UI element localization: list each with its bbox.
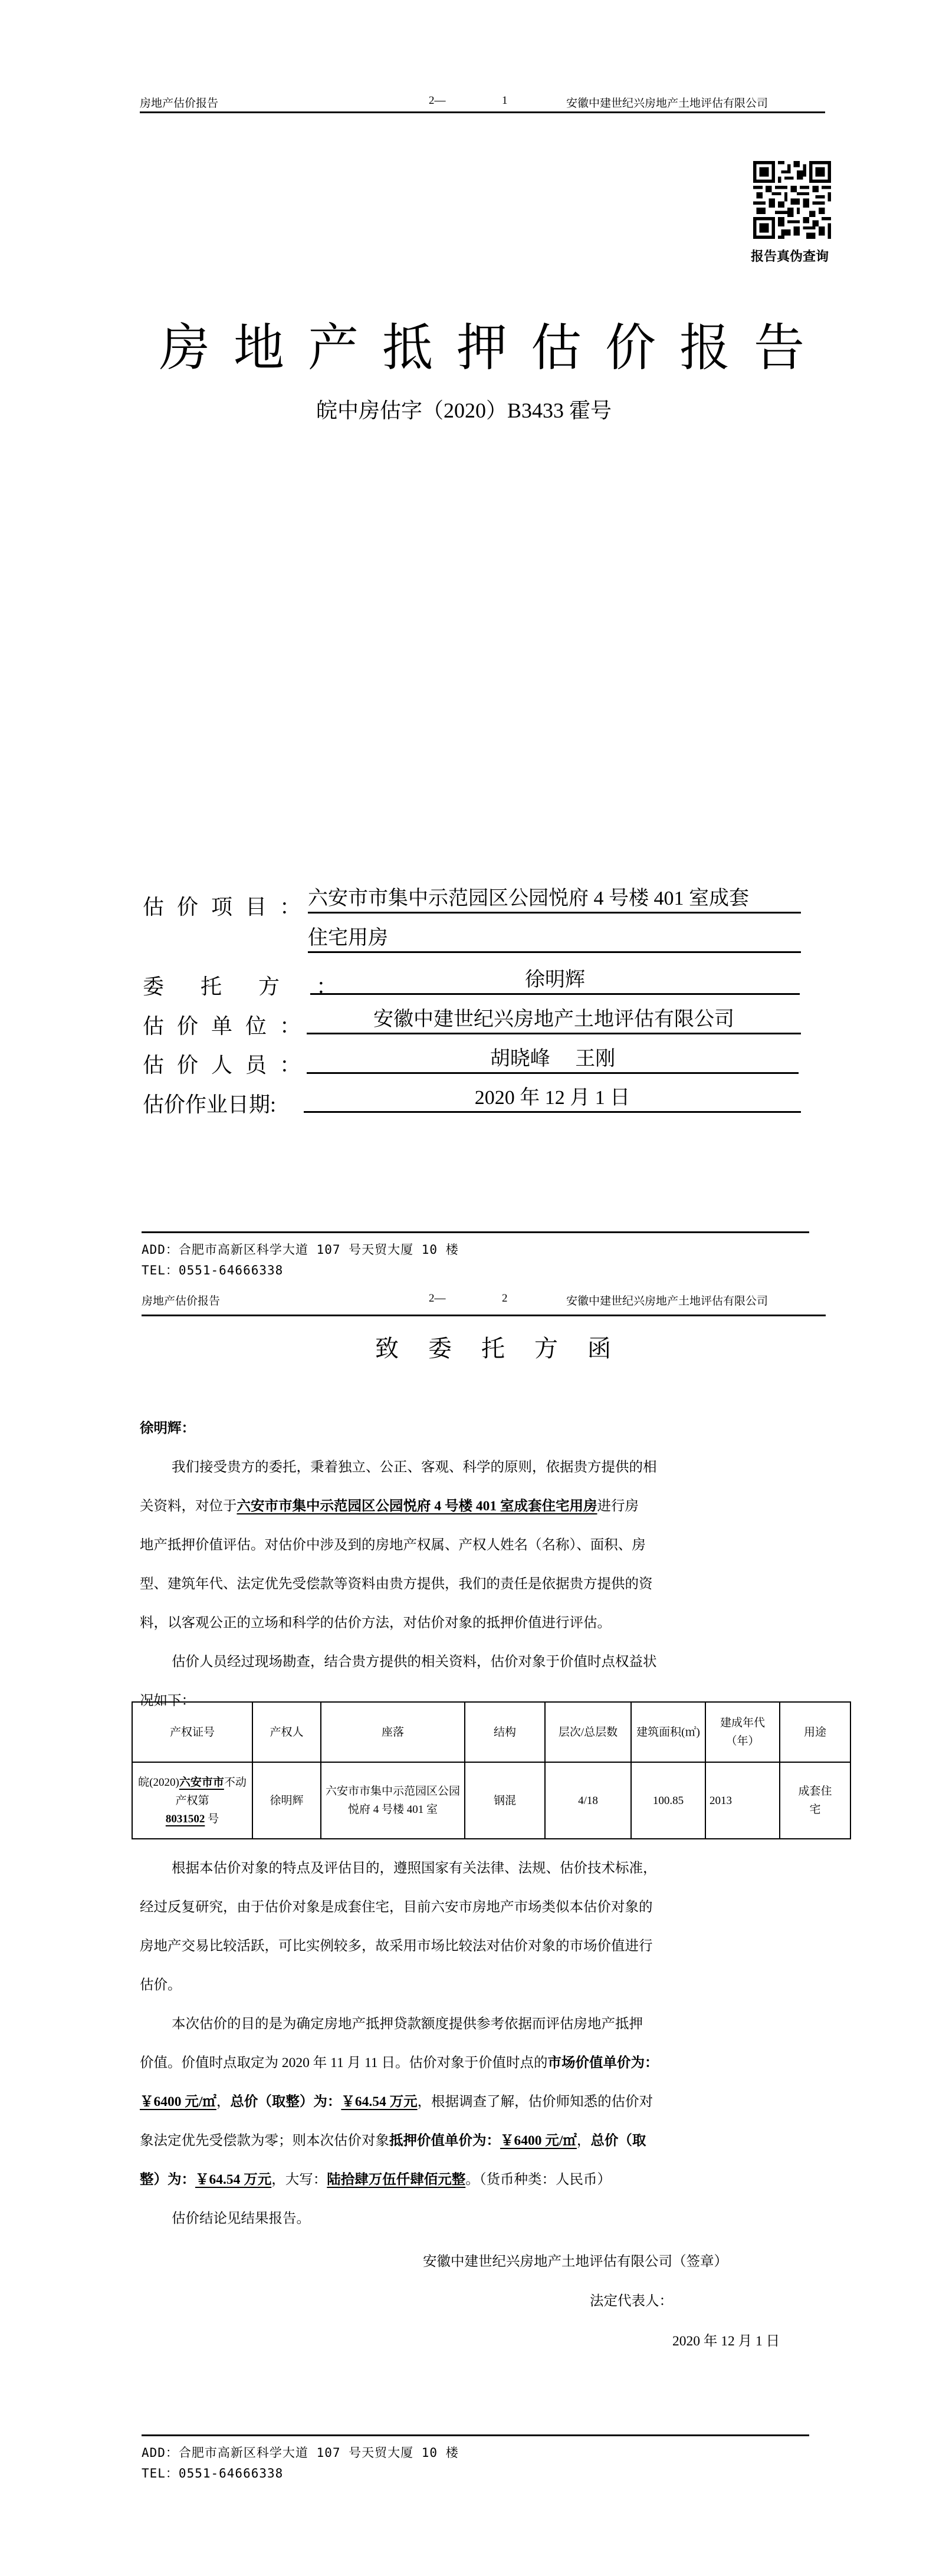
p4-l4-a: 象法定优先受偿款为零；则本次估价对象 <box>140 2133 389 2148</box>
appraisers-label: 估价人员： <box>143 1053 314 1077</box>
appraisers-value: 胡晓峰 王刚 <box>307 1046 799 1074</box>
p4-l3-b: ， <box>216 2094 231 2110</box>
p4-l5-e: 。（货币种类：人民币） <box>465 2172 611 2187</box>
th-usage: 用途 <box>780 1702 850 1762</box>
report-number: 皖中房估字（2020）B3433 霍号 <box>316 399 612 422</box>
market-total-price: ￥64.54 万元 <box>341 2094 418 2110</box>
date-label: 估价作业日期: <box>143 1093 277 1116</box>
footer-tel: TEL：0551-64666338 <box>142 1263 284 1277</box>
p3-line-4: 估价。 <box>140 1977 182 1993</box>
date-value: 2020 年 12 月 1 日 <box>304 1085 801 1113</box>
market-unit-price: ￥6400 元/㎡ <box>140 2094 216 2110</box>
client-value: 徐明辉 <box>310 967 800 995</box>
cell-cert-no <box>132 1762 252 1839</box>
p4-line-3 <box>140 2082 818 2121</box>
mortgage-unit-price: ￥6400 元/㎡ <box>500 2133 577 2148</box>
cell-owner: 徐明辉 <box>252 1762 321 1839</box>
header-page-prefix: 2— <box>429 94 446 107</box>
header-left: 房地产估价报告 <box>142 1295 221 1307</box>
footer-address: ADD：合肥市高新区科学大道 107 号天贸大厦 10 楼 <box>142 1243 459 1257</box>
p1-line-5: 料，以客观公正的立场和科学的估价方法，对估价对象的抵押价值进行评估。 <box>140 1615 611 1631</box>
qr-code-icon[interactable] <box>753 161 831 239</box>
th-area: 建筑面积(㎡) <box>631 1702 705 1762</box>
header-rule <box>142 1315 826 1316</box>
qr-label: 报告真伪查询 <box>751 249 829 264</box>
mortgage-total-price: ￥64.54 万元 <box>195 2172 272 2187</box>
project-value-line1: 六安市市集中示范园区公园悦府 4 号楼 401 室成套 <box>308 886 801 914</box>
mortgage-unit-price-label: 抵押价值单价为： <box>389 2133 500 2148</box>
p1-l2-a: 关资料，对位于 <box>140 1499 237 1514</box>
cert-part-b: 六安市市 <box>179 1776 224 1789</box>
letter-title: 致 委 托 方 函 <box>375 1335 623 1362</box>
report-title: 房地产抵押估价报告 <box>159 320 828 376</box>
p4-l5-c: ，大写： <box>271 2172 327 2187</box>
footer-rule <box>142 1231 809 1233</box>
signature-company: 安徽中建世纪兴房地产土地评估有限公司（签章） <box>423 2254 728 2269</box>
p1-line-3: 地产抵押价值评估。对估价中涉及到的房地产权属、产权人姓名（名称）、面积、房 <box>140 1537 646 1553</box>
th-owner: 产权人 <box>252 1702 321 1762</box>
p4-l4-d: ， <box>576 2133 591 2148</box>
p3-line-3: 房地产交易比较活跃，可比实例较多，故采用市场比较法对估价对象的市场价值进行 <box>140 1938 653 1954</box>
p4-line-4 <box>140 2121 818 2160</box>
p3-line-1: 根据本估价对象的特点及评估目的，遵照国家有关法律、法规、估价技术标准， <box>172 1861 657 1876</box>
table-row <box>132 1762 850 1839</box>
project-value-line2: 住宅用房 <box>308 925 801 953</box>
project-label: 估价项目： <box>143 895 314 919</box>
header-right: 安徽中建世纪兴房地产土地评估有限公司 <box>566 97 768 110</box>
footer-address: ADD：合肥市高新区科学大道 107 号天贸大厦 10 楼 <box>142 2446 459 2460</box>
p5-line: 估价结论见结果报告。 <box>172 2211 310 2226</box>
header-page-prefix: 2— <box>429 1292 446 1305</box>
amount-in-words: 陆拾肆万伍仟肆佰元整 <box>327 2172 466 2187</box>
cell-usage: 成套住宅 <box>780 1762 850 1839</box>
th-structure: 结构 <box>465 1702 545 1762</box>
property-address-highlight: 六安市市集中示范园区公园悦府 4 号楼 401 室成套住宅用房 <box>237 1499 597 1514</box>
th-floors: 层次/总层数 <box>545 1702 631 1762</box>
unit-value: 安徽中建世纪兴房地产土地评估有限公司 <box>307 1007 801 1034</box>
cert-part-e: 号 <box>205 1812 219 1825</box>
property-info-table <box>132 1701 851 1839</box>
header-right: 安徽中建世纪兴房地产土地评估有限公司 <box>566 1295 768 1307</box>
market-total-label: 总价（取整）为： <box>230 2094 341 2110</box>
unit-label: 估价单位： <box>143 1014 314 1038</box>
client-label: 委托方： <box>143 975 375 998</box>
p2-line-2: 况如下： <box>140 1693 195 1708</box>
p2-line-1: 估价人员经过现场勘查，结合贵方提供的相关资料，估价对象于价值时点权益状 <box>172 1654 657 1670</box>
th-cert-no: 产权证号 <box>132 1702 252 1762</box>
cert-number: 8031502 <box>165 1812 205 1825</box>
th-year: 建成年代（年） <box>705 1702 780 1762</box>
footer-tel: TEL：0551-64666338 <box>142 2466 284 2480</box>
cell-structure: 钢混 <box>465 1762 545 1839</box>
p1-line-4: 型、建筑年代、法定优先受偿款等资料由贵方提供，我们的责任是依据贵方提供的资 <box>140 1576 653 1592</box>
cell-year: 2013 <box>705 1762 780 1839</box>
cert-part-a: 皖(2020) <box>138 1776 179 1789</box>
footer-rule <box>142 2434 809 2436</box>
cell-floors: 4/18 <box>545 1762 631 1839</box>
p4-l3-e: ，根据调查了解，估价师知悉的估价对 <box>417 2094 653 2110</box>
p1-line-1: 我们接受贵方的委托，秉着独立、公正、客观、科学的原则，依据贵方提供的相 <box>172 1460 657 1475</box>
p4-line-2 <box>140 2043 818 2082</box>
salutation: 徐明辉： <box>140 1421 195 1436</box>
cert-part-c: 不动产权第 <box>175 1776 247 1807</box>
p4-l5-a: 整）为： <box>140 2172 195 2187</box>
paragraph-1 <box>140 1448 818 1720</box>
header-rule <box>140 111 825 113</box>
th-location: 座落 <box>321 1702 465 1762</box>
signature-legal-rep: 法定代表人： <box>590 2294 673 2309</box>
header-page-number: 1 <box>502 94 508 107</box>
market-unit-price-label: 市场价值单价为： <box>547 2055 659 2071</box>
header-page-number: 2 <box>502 1292 508 1305</box>
p4-l2-a: 价值。价值时点取定为 2020 年 11 月 11 日。估价对象于价值时点的 <box>140 2055 548 2071</box>
cell-location: 六安市市集中示范园区公园悦府 4 号楼 401 室 <box>321 1762 465 1839</box>
table-header-row <box>132 1702 850 1762</box>
cell-area: 100.85 <box>631 1762 705 1839</box>
p4-line-1: 本次估价的目的是为确定房地产抵押贷款额度提供参考依据而评估房地产抵押 <box>172 2016 643 2032</box>
signature-date: 2020 年 12 月 1 日 <box>672 2334 780 2349</box>
p4-line-5 <box>140 2160 818 2199</box>
p3-line-2: 经过反复研究，由于估价对象是成套住宅，目前六安市房地产市场类似本估价对象的 <box>140 1900 653 1915</box>
p1-line-2 <box>140 1487 818 1526</box>
p1-l2-c: 进行房 <box>597 1499 639 1514</box>
mortgage-total-label: 总价（取 <box>590 2133 646 2148</box>
paragraph-3 <box>140 1849 818 2238</box>
header-left: 房地产估价报告 <box>140 97 219 110</box>
